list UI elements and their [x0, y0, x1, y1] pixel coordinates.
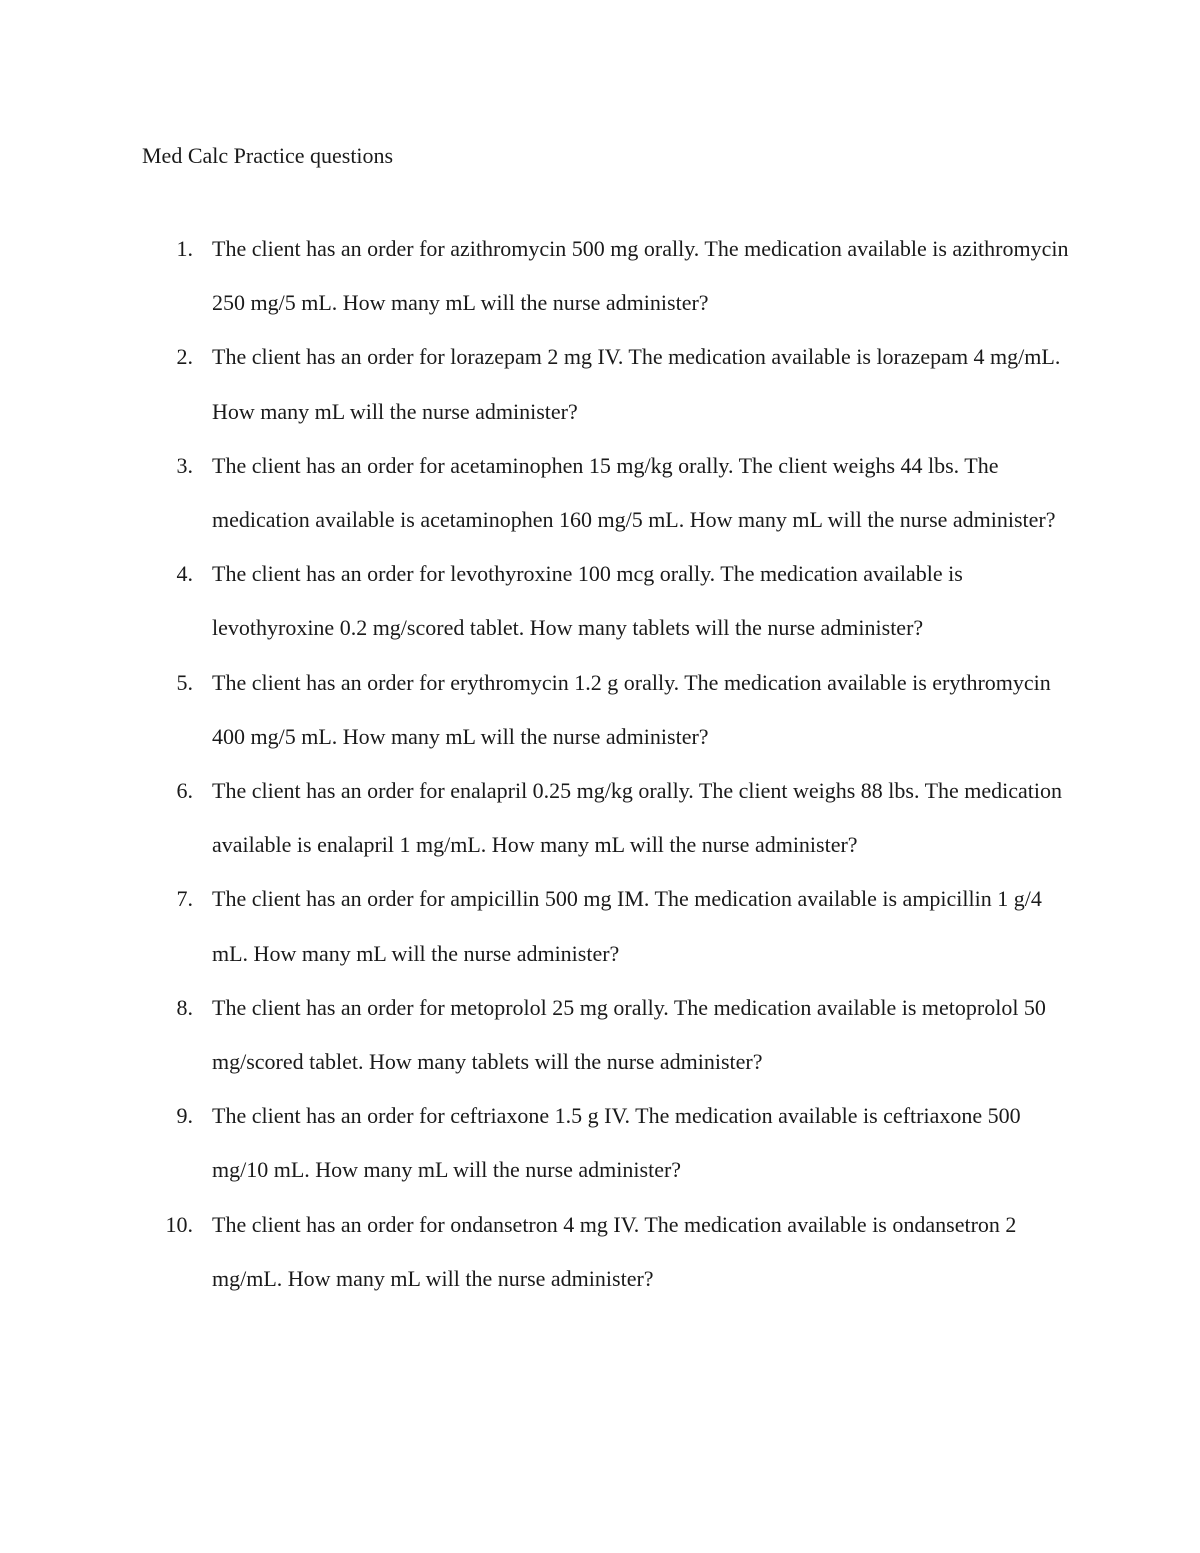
question-number: 5. — [176, 669, 193, 695]
question-number: 4. — [176, 561, 193, 587]
question-text: The client has an order for ampicillin 500 mg IM. The medication available is ampicillin 1 g/4 mL. How many mL will the nurse administer? — [212, 886, 1042, 966]
question-number: 7. — [176, 886, 193, 912]
question-item — [0, 981, 1200, 1089]
question-number: 1. — [176, 236, 193, 261]
question-item — [0, 872, 1200, 980]
question-list — [0, 222, 1200, 1306]
question-text: The client has an order for levothyroxine 100 mcg orally. The medication available is levothyroxine 0.2 mg/scored tablet. How many tablets will the nurse administer? — [212, 561, 963, 641]
question-item — [0, 330, 1200, 438]
document-title: Med Calc Practice questions — [142, 143, 394, 168]
question-text: The client has an order for erythromycin 1.2 g orally. The medication available is erythromycin 400 mg/5 mL. How many mL will the nurse administer? — [212, 669, 1051, 749]
question-text: The client has an order for metoprolol 25 mg orally. The medication available is metoprolol 50 mg/scored tablet. How many tablets will the nurse administer? — [212, 994, 1046, 1075]
question-item — [0, 1089, 1200, 1197]
question-number: 8. — [176, 994, 193, 1020]
question-text: The client has an order for ceftriaxone 1.5 g IV. The medication available is ceftriaxone 500 mg/10 mL. How many mL will the nurse administer? — [212, 1103, 1021, 1183]
question-item — [0, 656, 1200, 764]
question-number: 9. — [176, 1103, 193, 1129]
question-item — [0, 222, 1200, 330]
question-text: The client has an order for ondansetron 4 mg IV. The medication available is ondansetron 2 mg/mL. How many mL will the nurse administer? — [212, 1211, 1017, 1291]
question-text: The client has an order for azithromycin 500 mg orally. The medication available is azithromycin 250 mg/5 mL. How many mL will the nurse administer? — [212, 236, 1069, 316]
question-item — [0, 764, 1200, 872]
question-item — [0, 439, 1200, 547]
question-item — [0, 547, 1200, 655]
question-number: 2. — [176, 344, 193, 370]
question-number: 10. — [165, 1211, 193, 1237]
question-number: 3. — [176, 452, 193, 478]
question-text: The client has an order for lorazepam 2 mg IV. The medication available is lorazepam 4 mg/mL. How many mL will the nurse administer? — [212, 344, 1061, 424]
question-text: The client has an order for acetaminophen 15 mg/kg orally. The client weighs 44 lbs. The medication available is acetaminophen 160 mg/5 mL. How many mL will the nurse administer? — [212, 452, 1056, 533]
question-text: The client has an order for enalapril 0.25 mg/kg orally. The client weighs 88 lbs. The medication available is enalapril 1 mg/mL. How many mL will the nurse administer? — [212, 778, 1063, 858]
question-item — [0, 1198, 1200, 1306]
question-number: 6. — [176, 778, 193, 804]
